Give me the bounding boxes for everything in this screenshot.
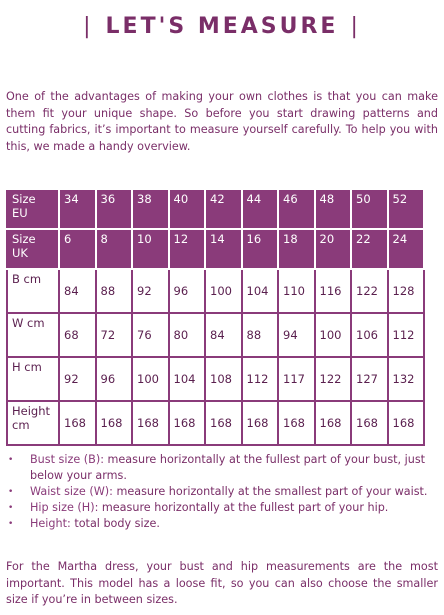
table-cell: 46 [278, 189, 315, 229]
title-bar-left: | [83, 14, 94, 39]
table-cell: 168 [169, 401, 206, 445]
table-cell: 38 [132, 189, 169, 229]
table-cell: 68 [59, 313, 96, 357]
table-cell: 106 [351, 313, 388, 357]
table-cell: 84 [59, 269, 96, 313]
table-cell: 36 [96, 189, 133, 229]
intro-paragraph: One of the advantages of making your own clothes is that you can make them fit your unique shape. So before you start drawing patterns and cutting fabrics, it’s important to measure yourself carefully. To help you with this, we made a handy overview. [6, 90, 438, 153]
measurement-row [7, 313, 424, 357]
legend-item [6, 516, 438, 532]
table-cell: 92 [59, 357, 96, 401]
table-cell: 127 [351, 357, 388, 401]
row-label: Height cm [7, 401, 59, 445]
table-cell: 34 [59, 189, 96, 229]
table-cell: 168 [96, 401, 133, 445]
size-header-row [7, 229, 424, 269]
legend-term: Hip size (H): [30, 501, 99, 514]
table-cell: 22 [351, 229, 388, 269]
measurement-row [7, 401, 424, 445]
title-bar-right: | [350, 14, 361, 39]
table-cell: 88 [96, 269, 133, 313]
table-cell: 110 [278, 269, 315, 313]
table-cell: 168 [351, 401, 388, 445]
table-cell: 128 [388, 269, 425, 313]
table-cell: 100 [132, 357, 169, 401]
legend-item [6, 452, 438, 484]
row-label: H cm [7, 357, 59, 401]
table-cell: 48 [315, 189, 352, 229]
table-cell: 18 [278, 229, 315, 269]
legend-text: measure horizontally at the smallest part of your waist. [112, 485, 428, 498]
table-cell: 112 [388, 313, 425, 357]
legend-term: Height: [30, 517, 71, 530]
row-label: W cm [7, 313, 59, 357]
fit-note: For the Martha dress, your bust and hip measurements are the most important. This model has a loose fit, so you can also choose the smaller size if you’re in between sizes. [6, 560, 438, 607]
table-cell: 80 [169, 313, 206, 357]
table-cell: 72 [96, 313, 133, 357]
table-cell: 117 [278, 357, 315, 401]
page-title [0, 14, 444, 39]
table-cell: 168 [388, 401, 425, 445]
table-cell: 168 [205, 401, 242, 445]
table-cell: 24 [388, 229, 425, 269]
table-cell: 44 [242, 189, 279, 229]
table-cell: 6 [59, 229, 96, 269]
table-cell: 100 [315, 313, 352, 357]
size-header-row [7, 189, 424, 229]
table-cell: 20 [315, 229, 352, 269]
table-cell: 112 [242, 357, 279, 401]
legend-text: measure horizontally at the fullest part of your hip. [98, 501, 389, 514]
table-cell: 104 [169, 357, 206, 401]
table-cell: 168 [278, 401, 315, 445]
table-cell: 10 [132, 229, 169, 269]
table-cell: 168 [132, 401, 169, 445]
size-table [6, 188, 425, 446]
table-cell: 122 [315, 357, 352, 401]
table-cell: 96 [96, 357, 133, 401]
row-label: Size EU [7, 189, 59, 229]
table-cell: 168 [315, 401, 352, 445]
measurement-row [7, 357, 424, 401]
table-cell: 132 [388, 357, 425, 401]
measurement-row [7, 269, 424, 313]
table-cell: 14 [205, 229, 242, 269]
table-cell: 52 [388, 189, 425, 229]
table-cell: 100 [205, 269, 242, 313]
table-cell: 122 [351, 269, 388, 313]
legend-term: Waist size (W): [30, 485, 113, 498]
table-cell: 168 [59, 401, 96, 445]
table-cell: 8 [96, 229, 133, 269]
legend-text: total body size. [70, 517, 160, 530]
table-cell: 40 [169, 189, 206, 229]
table-cell: 84 [205, 313, 242, 357]
title-text: LET'S MEASURE [105, 14, 339, 39]
legend-term: Bust size (B): [30, 453, 104, 466]
table-cell: 104 [242, 269, 279, 313]
table-cell: 50 [351, 189, 388, 229]
row-label: B cm [7, 269, 59, 313]
table-cell: 96 [169, 269, 206, 313]
table-cell: 12 [169, 229, 206, 269]
table-cell: 116 [315, 269, 352, 313]
legend-item [6, 484, 438, 500]
table-cell: 88 [242, 313, 279, 357]
measurement-legend [6, 452, 438, 532]
legend-text: measure horizontally at the fullest part of your bust, just below your arms. [30, 453, 426, 482]
legend-item [6, 500, 438, 516]
table-cell: 76 [132, 313, 169, 357]
table-cell: 16 [242, 229, 279, 269]
table-cell: 92 [132, 269, 169, 313]
row-label: Size UK [7, 229, 59, 269]
table-cell: 168 [242, 401, 279, 445]
table-cell: 94 [278, 313, 315, 357]
table-cell: 108 [205, 357, 242, 401]
table-cell: 42 [205, 189, 242, 229]
